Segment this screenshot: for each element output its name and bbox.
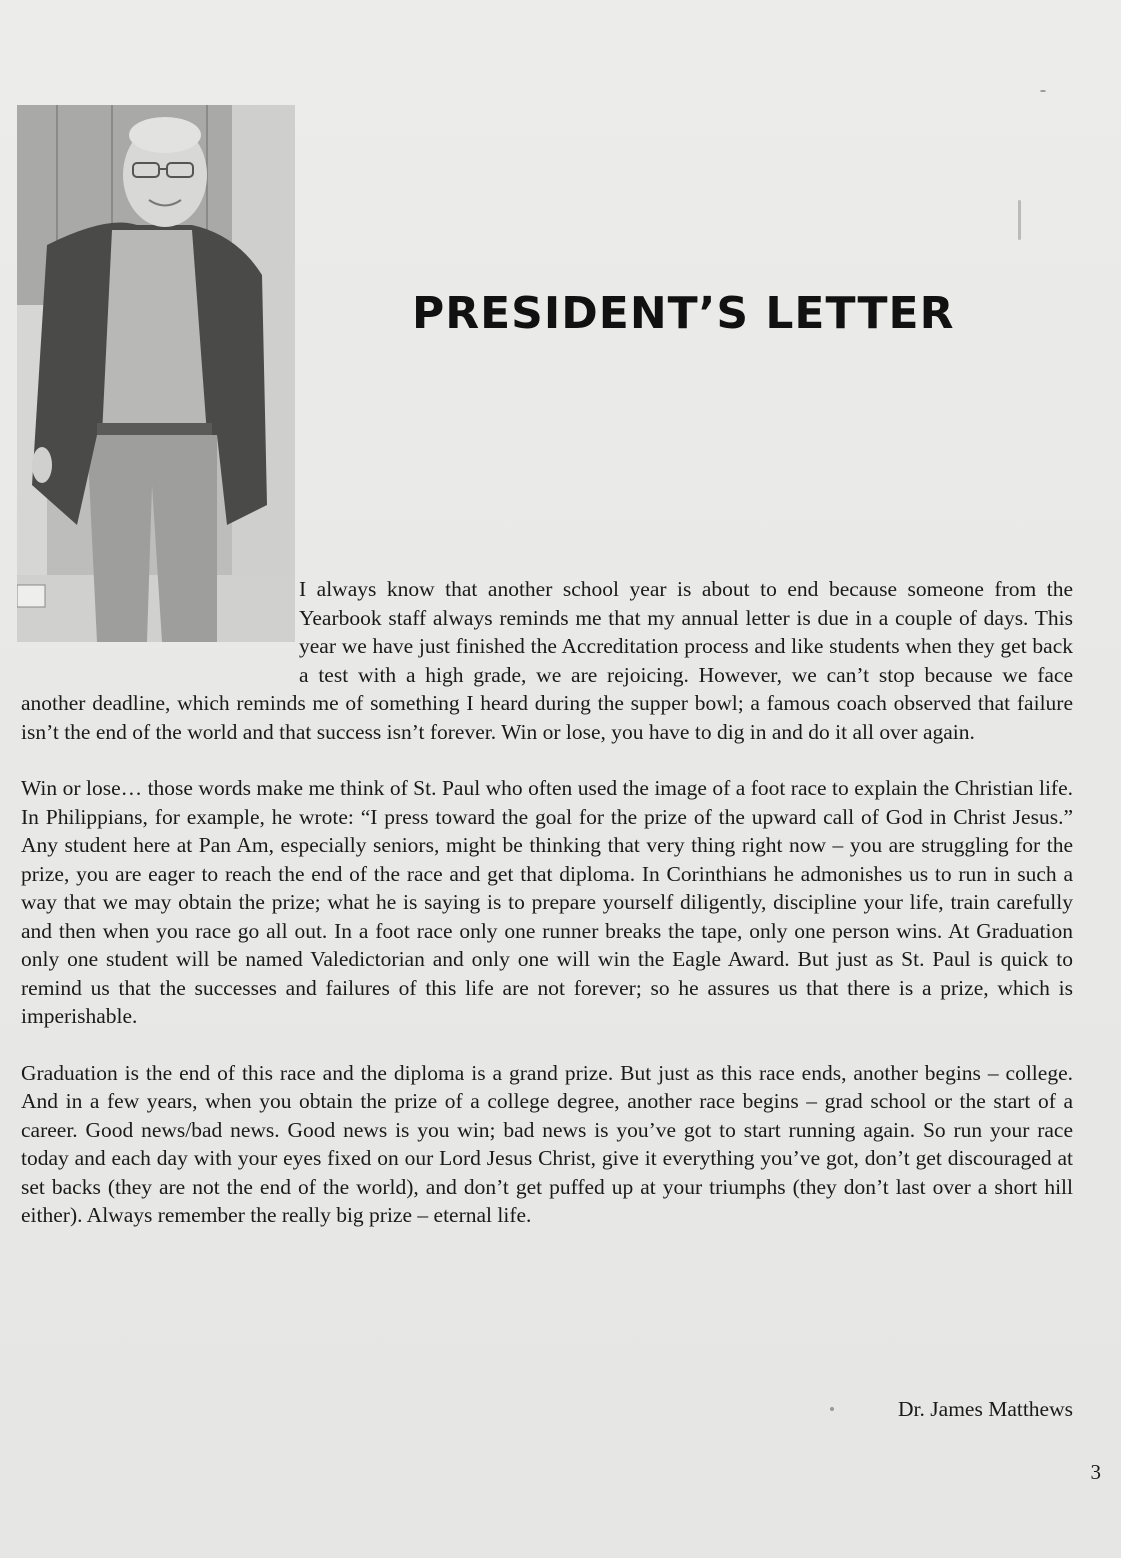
letter-paragraph: Graduation is the end of this race and the diploma is a grand prize. But just as this race ends, another begins – college. And in a few years, when you obtain the prize of a college degree, another race begins – grad school or the start of a career. Good news/bad news. Good news is you win; bad news is you’ve got to start running again. So run your race today and each day with your eyes fixed on our Lord Jesus Christ, give it everything you’ve got, don’t get discouraged at set backs (they are not the end of the world), and don’t get puffed up at your triumphs (they don’t last over a short hill either). Always remember the really big prize – eternal life. [21, 1060, 1073, 1227]
photo-wrap-space [21, 575, 299, 661]
page-number: 3 [1090, 1460, 1101, 1484]
president-photo [17, 105, 295, 642]
paper-speck [830, 1407, 834, 1411]
signature: Dr. James Matthews [898, 1397, 1073, 1421]
letter-paragraph: I always know that another school year is about to end because someone from the Yearbook staff always reminds me that my annual letter is due in a couple of days. This year we have just finished the Accreditation process and like students when they get back a test with a high grade, we are rejoicing. However, we can’t stop because we face another deadline, which reminds me of something I heard during the supper bowl; a famous coach observed that failure isn’t the end of the world and that success isn’t forever. Win or lose, you have to dig in and do it all over again. [21, 577, 1073, 744]
paper-speck [1040, 90, 1046, 92]
portrait-photo-icon [17, 105, 295, 642]
page-title: PRESIDENT’S LETTER [412, 288, 955, 339]
paper-speck [1018, 200, 1021, 240]
letter-body [21, 575, 1073, 1258]
letter-paragraph: Win or lose… those words make me think of St. Paul who often used the image of a foot race to explain the Christian life. In Philippians, for example, he wrote: “I press toward the goal for the prize of the upward call of God in Christ Jesus.” Any student here at Pan Am, especially seniors, might be thinking that very thing right now – you are struggling for the prize, you are eager to reach the end of the race and get that diploma. In Corinthians he admonishes us to run in such a way that we may obtain the prize; what he is saying is to prepare yourself diligently, discipline your life, train carefully and then when you race go all out. In a foot race only one runner breaks the tape, only one person wins. At Graduation only one student will be named Valedictorian and only one will win the Eagle Award. But just as St. Paul is quick to remind us that the successes and failures of this life are not forever; so he assures us that there is a prize, which is imperishable. [21, 776, 1073, 1028]
